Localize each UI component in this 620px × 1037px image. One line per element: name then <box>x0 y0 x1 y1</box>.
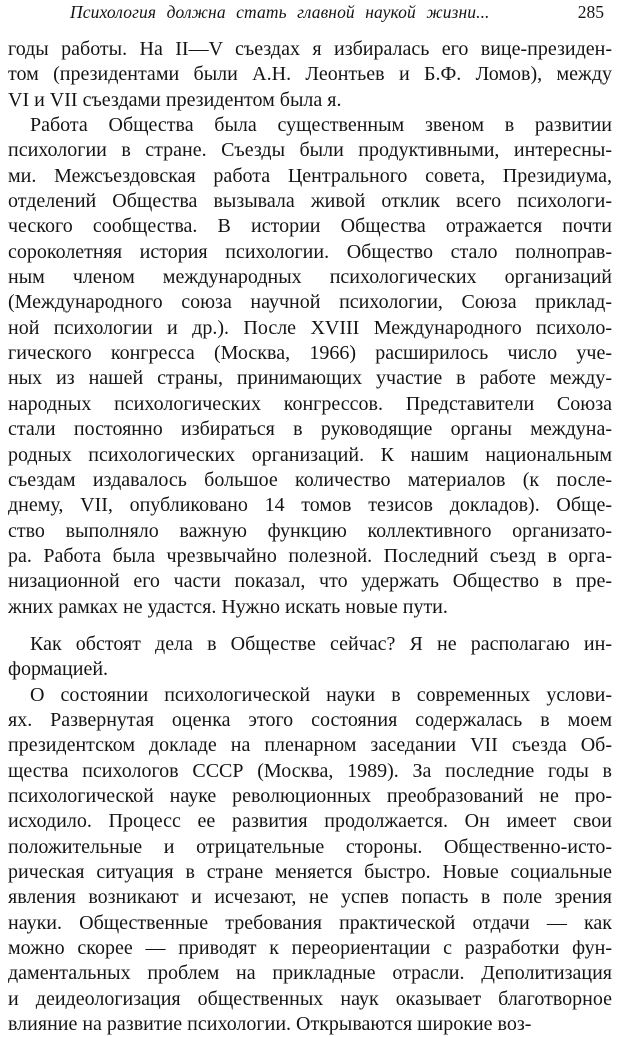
text-line: формацией. <box>8 658 109 681</box>
text-line: ях. Развернутая оценка этого состояния содержалась в моем <box>8 708 612 731</box>
text-line: сороколетняя история психологии. Общество стало полноправ- <box>8 240 612 263</box>
paragraph <box>8 683 612 1037</box>
text-line: Как обстоят дела в Обществе сейчас? Я не располагаю ин- <box>30 632 612 655</box>
text-line: явления возникают и исчезают, не успев попасть в поле зрения <box>8 886 612 909</box>
body-text <box>8 37 612 1037</box>
text-line: даментальных проблем на прикладные отрасли. Деполитизация <box>8 962 612 985</box>
text-line: можно скорее — приводят к переориентации с разработки фун- <box>8 937 612 960</box>
text-line: исходило. Процесс ее развития продолжается. Он имеет свои <box>8 810 612 833</box>
text-line: стали постоянно избираться в руководящие органы междуна- <box>8 418 612 441</box>
text-line: щества психологов СССР (Москва, 1989). За последние годы в <box>8 759 612 782</box>
text-line: VI и VII съездами президентом была я. <box>8 88 342 111</box>
text-line: ных из нашей страны, принимающих участие в работе между- <box>8 367 612 390</box>
text-line: ство выполняло важную функцию коллективного организато- <box>8 519 612 542</box>
text-line: ра. Работа была чрезвычайно полезной. Последний съезд в орга- <box>8 544 612 567</box>
text-line: днему, VII, опубликовано 14 томов тезисов докладов). Обще- <box>8 494 612 517</box>
text-line: низационной его части показал, что удержать Общество в пре- <box>8 570 612 593</box>
text-line: ной психологии и др.). После XVIII Международного психоло- <box>8 316 612 339</box>
text-line: отделений Общества вызывала живой отклик всего психологи- <box>8 190 612 213</box>
running-header <box>0 2 620 26</box>
text-line: О состоянии психологической науки в современных услови- <box>30 683 612 706</box>
text-line: народных психологических конгрессов. Представители Союза <box>8 392 612 415</box>
text-line: психологии в стране. Съезды были продуктивными, интересны- <box>8 139 612 162</box>
text-line: психологической науке революционных преобразований не про- <box>8 784 612 807</box>
text-line: влияние на развитие психологии. Открываются широкие воз- <box>8 1013 532 1036</box>
text-line: том (президентами были А.Н. Леонтьев и Б.Ф. Ломов), между <box>8 63 612 86</box>
text-line: родных психологических организаций. К нашим национальным <box>8 443 612 466</box>
text-line: съездам издавалось большое количество материалов (к после- <box>8 468 612 491</box>
text-line: ческого сообщества. В истории Общества отражается почти <box>8 215 612 238</box>
text-line: Работа Общества была существенным звеном в развитии <box>30 114 612 137</box>
text-line: и деидеологизация общественных наук оказывает благотворное <box>8 987 612 1010</box>
paragraph <box>8 113 612 620</box>
text-line: рическая ситуация в стране меняется быстро. Новые социальные <box>8 861 612 883</box>
text-line: ным членом международных психологических организаций <box>8 266 612 289</box>
page-number: 285 <box>577 2 604 22</box>
text-line: ми. Межсъездовская работа Центрального совета, Президиума, <box>8 164 612 187</box>
paragraph <box>8 37 612 113</box>
text-line: (Международного союза научной психологии, Союза приклад- <box>8 291 612 314</box>
text-line: положительные и отрицательные стороны. Общественно-исто- <box>8 835 612 858</box>
running-title: Психология должна стать главной наукой жизни... <box>70 2 490 22</box>
paragraph <box>8 632 612 683</box>
text-line: жних рамках не удастся. Нужно искать новые пути. <box>8 595 448 618</box>
text-line: годы работы. На II—V съездах я избиралась его вице-президен- <box>8 38 612 60</box>
text-line: гического конгресса (Москва, 1966) расширилось число уче- <box>8 342 612 365</box>
text-line: президентском докладе на пленарном заседании VII съезда Об- <box>8 734 612 757</box>
text-line: науки. Общественные требования практической отдачи — как <box>8 911 612 934</box>
